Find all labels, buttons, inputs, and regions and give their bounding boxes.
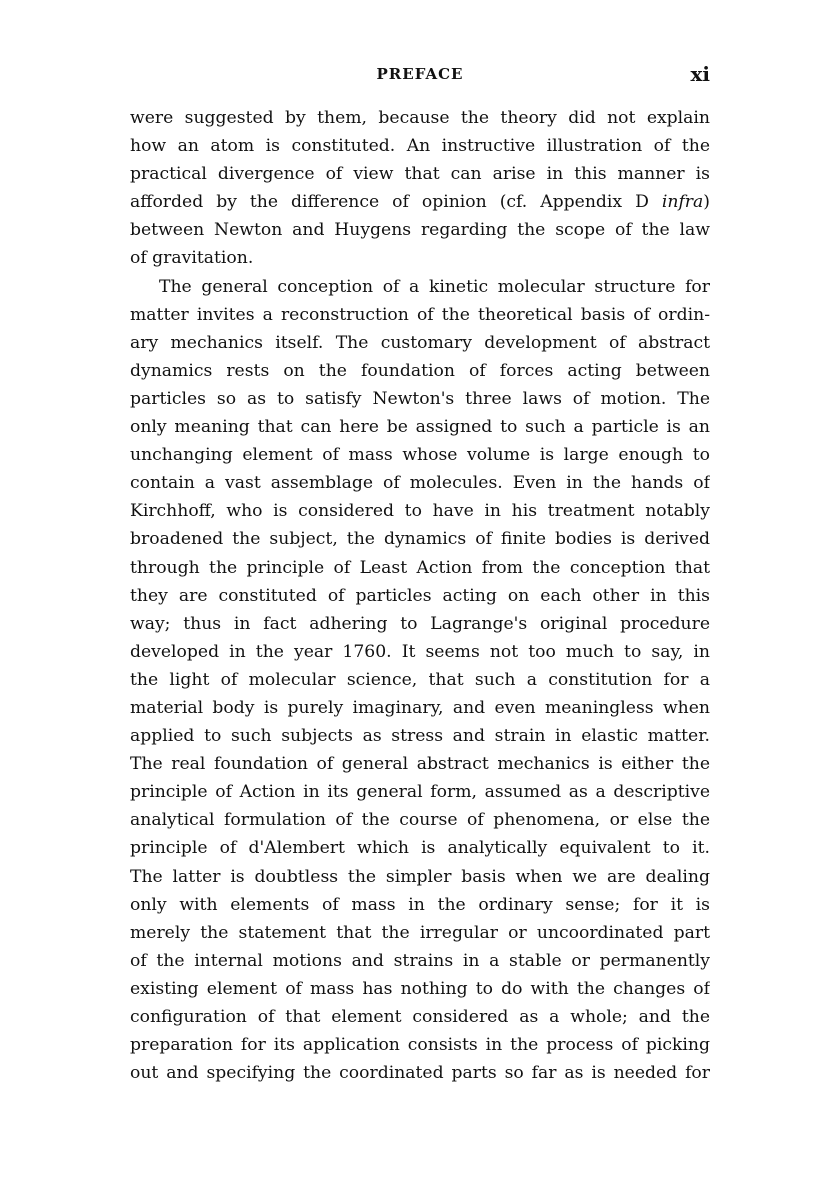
text-line: principle of d'Alembert which is analytically equivalent to it. bbox=[130, 838, 710, 859]
text-line: analytical formulation of the course of phenomena, or else the bbox=[130, 810, 710, 831]
running-title: PREFACE bbox=[376, 65, 464, 83]
text-line: way; thus in fact adhering to Lagrange's original procedure bbox=[130, 613, 710, 634]
text-line: contain a vast assemblage of molecules. Even in the hands of bbox=[130, 473, 710, 494]
text-line: existing element of mass has nothing to do with the changes of bbox=[130, 978, 710, 999]
text-line: were suggested by them, because the theory did not explain bbox=[130, 108, 710, 128]
text-segment: ) bbox=[703, 192, 710, 213]
text-line: material body is purely imaginary, and even meaningless when bbox=[130, 697, 710, 718]
text-line: through the principle of Least Action from the conception that bbox=[130, 557, 710, 578]
text-line: Kirchhoff, who is considered to have in his treatment notably bbox=[130, 501, 710, 522]
italic-word: infra bbox=[661, 192, 704, 213]
text-line: broadened the subject, the dynamics of finite bodies is derived bbox=[130, 529, 710, 550]
text-line: only with elements of mass in the ordinary sense; for it is bbox=[130, 894, 710, 915]
text-line: particles so as to satisfy Newton's three laws of motion. The bbox=[130, 388, 710, 409]
text-line: dynamics rests on the foundation of forces acting between bbox=[130, 360, 710, 381]
text-segment: afforded by the difference of opinion (cf. Appendix D bbox=[130, 192, 662, 213]
text-line: of the internal motions and strains in a stable or permanently bbox=[130, 950, 710, 971]
text-line: matter invites a reconstruction of the theoretical basis of ordin- bbox=[130, 304, 710, 325]
text-line: unchanging element of mass whose volume is large enough to bbox=[130, 445, 710, 466]
text-line bbox=[130, 188, 710, 216]
text-line: between Newton and Huygens regarding the scope of the law bbox=[130, 220, 710, 241]
text-line: principle of Action in its general form, assumed as a descriptive bbox=[130, 782, 710, 803]
page-number: xi bbox=[690, 62, 710, 86]
text-line: The real foundation of general abstract mechanics is either the bbox=[130, 754, 710, 775]
text-line: The latter is doubtless the simpler basis when we are dealing bbox=[130, 866, 710, 887]
text-line: developed in the year 1760. It seems not too much to say, in bbox=[130, 641, 710, 662]
text-line: preparation for its application consists in the process of picking bbox=[130, 1035, 710, 1056]
text-line: they are constituted of particles acting on each other in this bbox=[130, 585, 710, 606]
text-line: the light of molecular science, that such a constitution for a bbox=[130, 669, 710, 690]
text-line: merely the statement that the irregular or uncoordinated part bbox=[130, 922, 710, 943]
text-line: The general conception of a kinetic molecular structure for bbox=[159, 276, 710, 297]
text-line: how an atom is constituted. An instructive illustration of the bbox=[130, 136, 710, 157]
text-line: practical divergence of view that can arise in this manner is bbox=[130, 164, 710, 185]
text-line: ary mechanics itself. The customary development of abstract bbox=[130, 332, 710, 353]
text-line: of gravitation. bbox=[130, 248, 254, 269]
text-line: applied to such subjects as stress and strain in elastic matter. bbox=[130, 726, 710, 747]
body-text bbox=[130, 104, 710, 1087]
text-line: out and specifying the coordinated parts so far as is needed for bbox=[130, 1063, 710, 1084]
text-line: only meaning that can here be assigned to such a particle is an bbox=[130, 417, 710, 438]
running-head bbox=[130, 60, 710, 88]
text-line: configuration of that element considered as a whole; and the bbox=[130, 1007, 710, 1027]
